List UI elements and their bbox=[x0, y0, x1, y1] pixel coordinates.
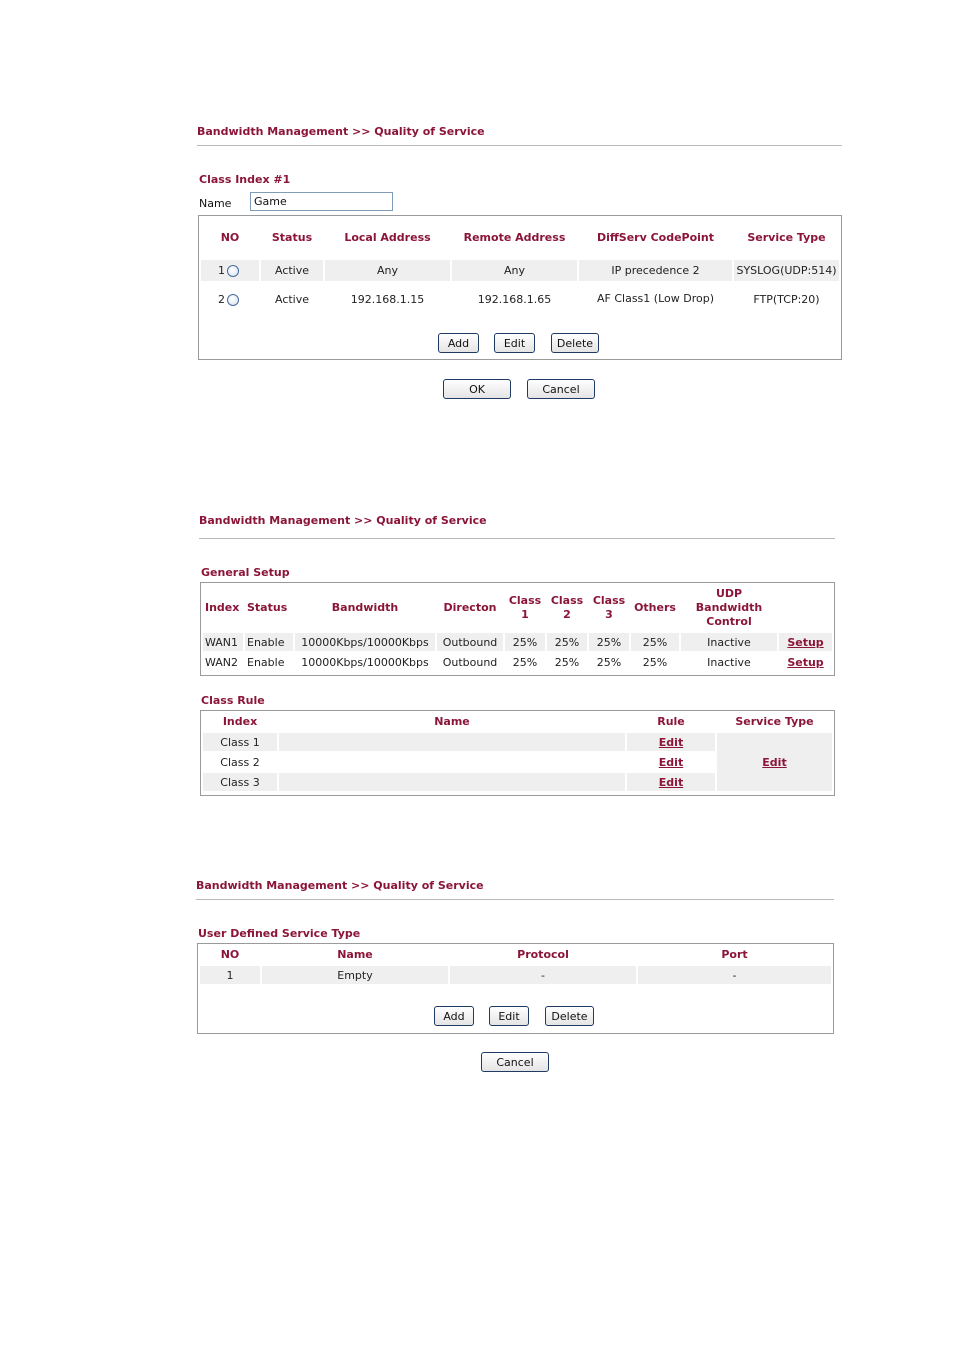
rule-edit-link[interactable]: Edit bbox=[658, 735, 684, 749]
row-index: Class 3 bbox=[203, 773, 277, 791]
row-no-cell bbox=[201, 260, 259, 281]
row-select-radio[interactable] bbox=[227, 265, 239, 277]
general-setup-table bbox=[201, 583, 834, 673]
row-name bbox=[279, 753, 625, 771]
col-header-protocol: Protocol bbox=[517, 948, 569, 961]
col-header-local-address: Local Address bbox=[344, 231, 431, 244]
col-header-bandwidth: Bandwidth bbox=[331, 601, 399, 614]
row-service-type: SYSLOG(UDP:514) bbox=[734, 260, 839, 281]
table-row bbox=[201, 260, 839, 281]
row-no: 1 bbox=[200, 966, 260, 984]
rules-table bbox=[199, 216, 841, 317]
col-header-service-type: Service Type bbox=[735, 715, 814, 728]
edit-button[interactable]: Edit bbox=[489, 1006, 529, 1026]
row-local-address: 192.168.1.15 bbox=[350, 292, 425, 306]
col-header-class3: Class 3 bbox=[592, 594, 626, 621]
service-type-edit-link[interactable]: Edit bbox=[762, 755, 787, 769]
row-no: 1 bbox=[218, 264, 225, 277]
row-index: Class 1 bbox=[203, 733, 277, 751]
general-setup-box bbox=[200, 582, 835, 676]
breadcrumb: Bandwidth Management >> Quality of Service bbox=[199, 514, 487, 527]
header-divider bbox=[199, 538, 835, 539]
class-rule-table bbox=[201, 711, 834, 793]
row-diffserv: IP precedence 2 bbox=[579, 260, 732, 281]
row-remote-address: Any bbox=[452, 260, 577, 281]
col-header-action bbox=[779, 585, 832, 631]
row-name: Empty bbox=[262, 966, 448, 984]
row-remote-address: 192.168.1.65 bbox=[477, 292, 552, 306]
rule-edit-link[interactable]: Edit bbox=[658, 775, 684, 789]
add-button[interactable]: Add bbox=[438, 333, 479, 353]
col-header-name: Name bbox=[434, 715, 470, 728]
cancel-button[interactable]: Cancel bbox=[481, 1052, 549, 1072]
name-input[interactable] bbox=[250, 192, 393, 211]
row-index: WAN2 bbox=[205, 655, 239, 669]
section-title: Class Index #1 bbox=[199, 173, 291, 186]
row-service-type: FTP(TCP:20) bbox=[753, 292, 820, 306]
row-direction: Outbound bbox=[442, 655, 498, 669]
col-header-others: Others bbox=[634, 601, 676, 614]
row-name bbox=[279, 733, 625, 751]
delete-button[interactable]: Delete bbox=[551, 333, 599, 353]
rule-edit-link[interactable]: Edit bbox=[658, 755, 684, 769]
col-header-class1: Class 1 bbox=[508, 594, 542, 621]
row-status: Active bbox=[274, 292, 310, 306]
name-label: Name bbox=[199, 197, 232, 210]
row-bandwidth: 10000Kbps/10000Kbps bbox=[301, 655, 429, 669]
row-port: - bbox=[638, 966, 831, 984]
delete-button[interactable]: Delete bbox=[545, 1006, 594, 1026]
header-divider bbox=[197, 145, 842, 146]
row-diffserv: AF Class1 (Low Drop) bbox=[597, 292, 714, 305]
row-bandwidth: 10000Kbps/10000Kbps bbox=[295, 633, 435, 651]
row-class1: 25% bbox=[512, 655, 538, 669]
col-header-no: NO bbox=[220, 948, 240, 961]
col-header-diffserv: DiffServ CodePoint bbox=[596, 231, 715, 244]
cancel-button[interactable]: Cancel bbox=[527, 379, 595, 399]
row-no-cell bbox=[201, 283, 259, 315]
row-class2: 25% bbox=[547, 633, 587, 651]
row-name bbox=[279, 773, 625, 791]
col-header-service-type: Service Type bbox=[747, 231, 826, 244]
row-status: Enable bbox=[245, 633, 293, 651]
row-select-radio[interactable] bbox=[227, 294, 239, 306]
row-status: Active bbox=[261, 260, 323, 281]
table-row bbox=[203, 653, 832, 671]
row-no: 2 bbox=[218, 292, 225, 306]
edit-button[interactable]: Edit bbox=[494, 333, 535, 353]
row-local-address: Any bbox=[325, 260, 450, 281]
col-header-class2: Class 2 bbox=[550, 594, 584, 621]
table-row bbox=[203, 633, 832, 651]
col-header-status: Status bbox=[271, 231, 313, 244]
class-rule-title: Class Rule bbox=[201, 694, 265, 707]
service-table bbox=[198, 944, 833, 986]
row-class1: 25% bbox=[505, 633, 545, 651]
general-setup-title: General Setup bbox=[201, 566, 290, 579]
col-header-remote-address: Remote Address bbox=[463, 231, 566, 244]
row-udp-control: Inactive bbox=[707, 655, 751, 669]
row-protocol: - bbox=[450, 966, 636, 984]
col-header-port: Port bbox=[721, 948, 748, 961]
col-header-status: Status bbox=[247, 601, 288, 614]
ok-button[interactable]: OK bbox=[443, 379, 511, 399]
row-index: Class 2 bbox=[220, 755, 260, 769]
col-header-direction: Directon bbox=[443, 601, 497, 614]
row-others: 25% bbox=[631, 633, 679, 651]
setup-link[interactable]: Setup bbox=[787, 655, 824, 669]
row-class3: 25% bbox=[596, 655, 622, 669]
row-status: Enable bbox=[247, 655, 285, 669]
header-divider bbox=[196, 899, 834, 900]
table-row bbox=[200, 966, 831, 984]
setup-link[interactable]: Setup bbox=[787, 635, 824, 649]
row-others: 25% bbox=[642, 655, 668, 669]
breadcrumb: Bandwidth Management >> Quality of Service bbox=[196, 879, 484, 892]
row-udp-control: Inactive bbox=[681, 633, 777, 651]
table-row bbox=[201, 283, 839, 315]
table-row bbox=[203, 733, 832, 751]
col-header-no: NO bbox=[220, 231, 240, 244]
row-index: WAN1 bbox=[203, 633, 243, 651]
user-defined-service-title: User Defined Service Type bbox=[198, 927, 361, 940]
col-header-index: Index bbox=[205, 601, 240, 614]
col-header-udp-bandwidth-control: UDP Bandwidth Control bbox=[695, 587, 763, 628]
breadcrumb: Bandwidth Management >> Quality of Service bbox=[197, 125, 485, 138]
col-header-rule: Rule bbox=[657, 715, 685, 728]
add-button[interactable]: Add bbox=[434, 1006, 474, 1026]
row-class2: 25% bbox=[554, 655, 580, 669]
col-header-index: Index bbox=[222, 715, 258, 728]
col-header-name: Name bbox=[337, 948, 373, 961]
row-direction: Outbound bbox=[437, 633, 503, 651]
row-class3: 25% bbox=[589, 633, 629, 651]
class-rule-box bbox=[200, 710, 835, 796]
